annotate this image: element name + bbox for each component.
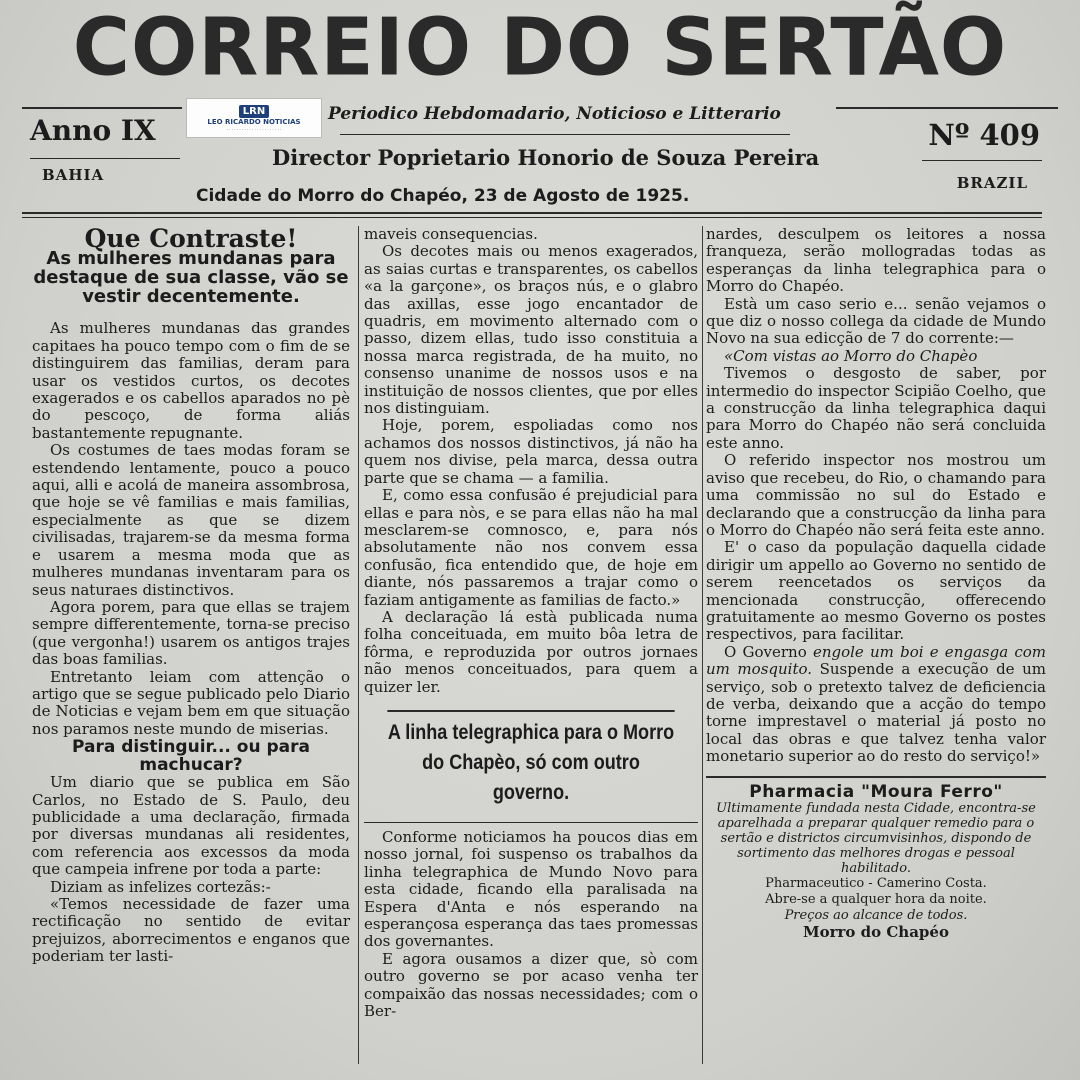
italic-phrase: engole um boi e engasga com um mosquito. (706, 642, 1046, 679)
paragraph: Entretanto leiam com attenção o artigo que se segue publicado pelo Diario de Noticias e vejam bem em que situação nos paramos neste mundo de miserias. (32, 667, 350, 738)
paragraph (706, 644, 1046, 766)
paragraph: E, como essa confusão é prejudicial para ellas e para nòs, e se para ellas não ha mal mesclarem-se comnosco, e, para nós absolutamente não nos convem essa confusão, fica entendido que, de hoje em diante, nós passaremos a trajar como o faziam antigamente as familias de facto.» (364, 486, 698, 609)
column-1 (32, 226, 350, 966)
ad-pharmacist: Pharmaceutico - Camerino Costa. (765, 876, 987, 891)
header-rule-1 (22, 212, 1042, 214)
article-headline-linha-telegraphica: A linha telegraphica para o Morro do Chapèo, só com outro governo. (387, 710, 674, 808)
paragraph: Hoje, porem, espoliadas como nos achamos dos nossos distinctivos, já não ha quem nos divise, pela marca, dessa outra parte que se chama — a familia. (364, 416, 698, 487)
paragraph: Conforme noticiamos ha poucos dias em nosso jornal, foi suspenso os trabalhos da linha telegraphica de Mundo Novo para esta cidade, ficando ella paralisada na Espera d'Anta e nós esperando na esperançosa esperança das taes promessas dos governantes. (364, 827, 698, 951)
issue-number: Nº 409 (928, 118, 1040, 152)
paragraph: Està um caso serio e... senão vejamos o que diz o nosso collega da cidade de Mundo Novo na sua edicção de 7 do corrente:— (706, 294, 1046, 348)
paragraph: Um diario que se publica em São Carlos, no Estado de S. Paulo, deu publicidade a uma declaração, firmada por diversas mundanas ali residentes, com referencia aos excessos da moda que campeia infrene por toda a parte: (32, 773, 350, 879)
watermark-mark: LRN (239, 105, 269, 118)
paragraph: Diziam as infelizes cortezãs:- (50, 877, 271, 896)
headline-box (364, 710, 698, 823)
column-separator-1 (358, 226, 359, 1064)
column-separator-2 (702, 226, 703, 1064)
column-3 (706, 226, 1046, 941)
state-label: BAHIA (42, 166, 105, 184)
director-line: Director Poprietario Honorio de Souza Pereira (272, 145, 820, 170)
paragraph-end: Suspende a execução de um serviço, sob o pretexto talvez de deficiencia de verba, deixando que a acção do tempo torne imprestavel o material já posto no local das obras e que talvez tenha valor monetario superior ao do resto do serviço!» (706, 660, 1046, 766)
paragraph: Tivemos o desgosto de saber, por intermedio do inspector Scipião Coelho, que a construcção da linha telegraphica daqui para Morro do Chapéo não será concluida este anno. (706, 364, 1046, 452)
paragraph: Os decotes mais ou menos exagerados, as saias curtas e transparentes, os cabellos «a la garçone», os braços nús, e o glabro das axillas, esse jogo encantador de quadris, em movimento alternado com o passo, dizem ellas, tudo isso constituia a nossa marca registrada, de ha muito, no consenso unanime de nossos usos e na instituição de nossos clientes, que por elles nos distinguiam. (364, 242, 698, 418)
ad-text: Ultimamente fundada nesta Cidade, encontra-se aparelhada a preparar qualquer remedio para o sertão e districtos circumvisinhos, dispondo de sortimento das melhores drogas e pessoal habilitado. (716, 801, 1036, 876)
subtitle-rule (340, 134, 790, 135)
newspaper-title: CORREIO DO SERTÃO (72, 2, 1008, 94)
pharmacy-advertisement (706, 776, 1046, 942)
country-label: BRAZIL (956, 174, 1028, 192)
header-rule-2 (22, 217, 1042, 218)
article-subhead-distinguir: Para distinguir... ou para machucar? (72, 737, 310, 776)
newspaper-subtitle: Periodico Hebdomadario, Noticioso e Litterario (328, 104, 781, 124)
article-subhead-contraste: As mulheres mundanas para destaque de sua classe, vão se vestir decentemente. (33, 248, 349, 308)
volume-label: Anno IX (30, 114, 156, 147)
ad-hours: Abre-se a qualquer hora da noite. (765, 892, 987, 907)
masthead-rule-top-right (836, 107, 1058, 109)
paragraph: O referido inspector nos mostrou um aviso que recebeu, do Rio, o chamando para uma commissão no sul do Estado e declarando que a construcção da linha para o Morro do Chapéo não será feita este anno. (706, 451, 1046, 539)
quote-heading: «Com vistas ao Morro do Chapèo (724, 346, 978, 365)
watermark-links: · · · · · · · · · · · · · · · · · · · · · · (226, 127, 282, 132)
paragraph: maveis consequencias. (364, 225, 538, 243)
dateline: Cidade do Morro do Chapéo, 23 de Agosto de 1925. (196, 186, 690, 206)
watermark-logo (186, 98, 322, 138)
anno-rule (30, 158, 180, 159)
paragraph: As mulheres mundanas das grandes capitaes ha pouco tempo com o fim de se distinguirem das familias, deram para usar os vestidos curtos, os decotes exagerados e os cabellos aparados no pè do pescoço, de forma aliás bastantemente repugnante. (32, 319, 350, 442)
paragraph: Os costumes de taes modas foram se estendendo lentamente, pouco a pouco aqui, alli e acolá de maneira assombrosa, que hoje se vê familias e mais familias, especialmente as que se dizem civilisadas, trajarem-se da mesma forma e usarem a mesma moda que as mulheres mundanas inventaram para os seus naturaes distinctivos. (32, 441, 350, 599)
paragraph: A declaração lá està publicada numa folha conceituada, em muito bôa letra de fôrma, e reproduzida por outros jornaes não menos conceituados, para quem a quizer ler. (364, 607, 698, 696)
paragraph: E agora ousamos a dizer que, sò com outro governo se por acaso venha ter compaixão das nossas necessidades; com o Ber- (364, 949, 698, 1021)
ad-place: Morro do Chapéo (803, 923, 949, 941)
ad-prices: Preços ao alcance de todos. (784, 908, 968, 923)
paragraph: nardes, desculpem os leitores a nossa franqueza, serão mollogradas todas as esperanças da linha telegraphica para o Morro do Chapéo. (706, 225, 1046, 296)
paragraph: E' o caso da população daquella cidade dirigir um appello ao Governo no sentido de serem reencetados os serviços da mencionada construcção, offerecendo gratuitamente ao mesmo Governo os postes respectivos, para facilitar. (706, 538, 1046, 644)
masthead-rule-top (22, 107, 182, 109)
numero-rule (922, 160, 1042, 161)
column-2 (364, 226, 698, 1020)
paragraph: Agora porem, para que ellas se trajem sempre differentemente, torna-se preciso (que vergonha!) usarem os antigos trajes das boas familias. (32, 597, 350, 669)
ad-title: Pharmacia "Moura Ferro" (749, 781, 1003, 802)
watermark-name: LEO RICARDO NOTICIAS (207, 118, 301, 126)
paragraph-start: O Governo (724, 642, 807, 661)
paragraph: «Temos necessidade de fazer uma rectificação no sentido de evitar prejuizos, aborrecimentos e enganos que poderiam ter lasti- (32, 895, 350, 966)
article-headline-contraste: Que Contraste! (84, 224, 298, 253)
